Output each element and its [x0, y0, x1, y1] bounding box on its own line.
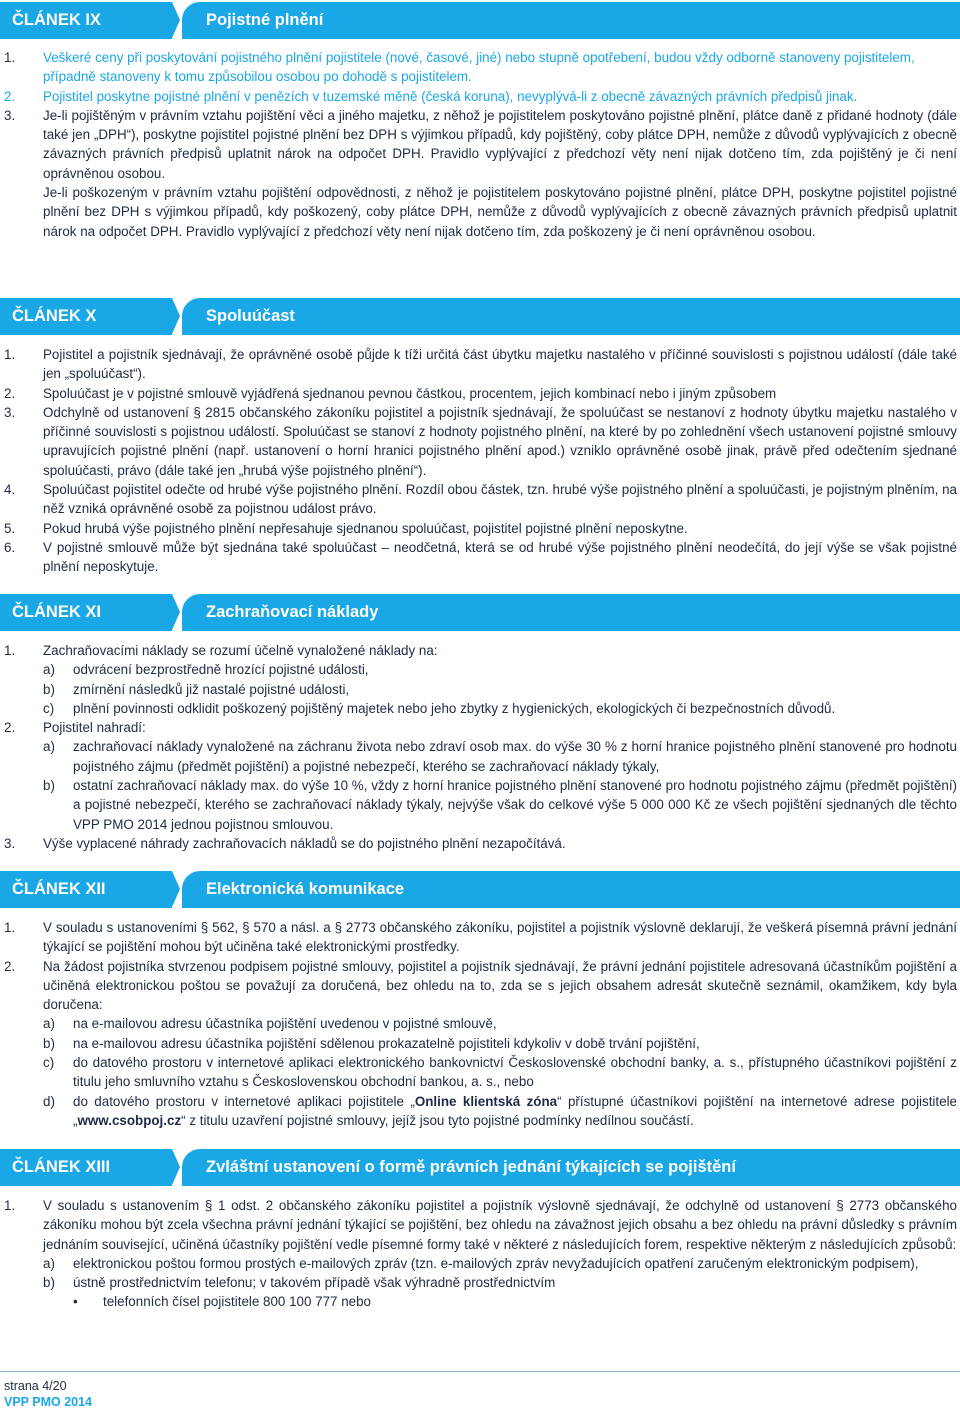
list-item — [0, 48, 960, 87]
item-number: 2. — [4, 88, 16, 104]
section-label: ČLÁNEK IX — [0, 2, 172, 39]
sub-item-text: na e-mailovou adresu účastníka pojištění sdělenou prokazatelně pojistiteli kdykoliv v době trvání pojištění, — [73, 1035, 700, 1051]
item-number: 1. — [4, 50, 16, 65]
list-item — [0, 538, 960, 577]
item-number: 3. — [4, 835, 16, 851]
item-text: Spoluúčast pojistitel odečte od hrubé výše pojistného plnění. Rozdíl obou částek, tzn. hrubé výše pojistného plnění a spoluúčasti, je pojistným plněním, na něž vzniká oprávněné osobě za pojistnou událost právo. — [43, 482, 957, 517]
section-label: ČLÁNEK XII — [0, 871, 172, 908]
sub-item-text: zachraňovací náklady vynaložené na záchranu života nebo zdraví osob max. do výše 30 % z horní hranice pojistného plnění stanovené pro hodnotu pojistného zájmu (předmět pojištění) a pojistné nebezpečí, kterého se zachraňovací náklady týkaly, — [73, 739, 957, 774]
section-header-ix — [0, 2, 960, 39]
sub-item-letter: b) — [43, 1275, 55, 1291]
item-text: Pojistitel a pojistník sjednávají, že oprávněné osobě půjde k tíži určitá část úbytku majetku nastalého v příčinné souvislosti s pojistnou událostí (dále také jen „spoluúčast“). — [43, 347, 957, 382]
item-text: Je-li pojištěným v právním vztahu pojištění věci a jiného majetku, z něhož je pojistitelem poskytováno pojistné plnění, plátce daně z přidané hodnoty (dále také jen „DPH“), poskytne pojistitel pojistné plnění bez DPH s výjimkou případů, kdy pojištěný, coby plátce DPH, nemůže z důvodů vyplývajících z obecně závazných právních předpisů uplatnit nárok na odpočet DPH. Pravidlo vyplývající z předchozí věty není nijak dotčeno tím, zda pojištěný je či není oprávněnou osobou. — [43, 107, 957, 181]
section-body-ix — [0, 48, 960, 241]
list-item — [0, 384, 960, 403]
sub-item-letter: c) — [43, 700, 55, 716]
item-number: 6. — [4, 539, 16, 555]
section-body-xiii — [0, 1196, 960, 1312]
sub-item — [0, 776, 960, 834]
item-text: V pojistné smlouvě může být sjednána také spoluúčast – neodčetná, která se od hrubé výše pojistného plnění neodečítá, do její výše se však pojistné plnění neposkytuje. — [43, 539, 957, 575]
list-item — [0, 918, 960, 957]
section-header-x — [0, 298, 960, 335]
header-separator — [172, 298, 180, 334]
item-number: 5. — [4, 520, 16, 536]
header-separator — [172, 594, 180, 630]
footer-divider — [0, 1371, 960, 1372]
sub-item-letter: a) — [43, 1016, 55, 1032]
section-label: ČLÁNEK XI — [0, 594, 172, 631]
sub-item — [0, 660, 960, 679]
page-number: strana 4/20 — [4, 1379, 67, 1393]
website-link[interactable]: www.csobpoj.cz — [77, 1112, 182, 1128]
item-text: Výše vyplacené náhrady zachraňovacích nákladů se do pojistného plnění nezapočítává. — [43, 835, 566, 851]
section-title: Elektronická komunikace — [182, 871, 960, 908]
section-title: Spoluúčast — [182, 298, 960, 335]
item-text: Spoluúčast je v pojistné smlouvě vyjádřená sjednanou pevnou částkou, procentem, jejich kombinací nebo i jiným způsobem — [43, 385, 777, 401]
sub-item-text: ústně prostřednictvím telefonu; v takovém případě však výhradně prostřednictvím — [73, 1275, 556, 1291]
section-header-xii — [0, 871, 960, 908]
sub-item-letter: a) — [43, 662, 55, 678]
list-item — [0, 106, 960, 183]
sub-item-text: odvrácení bezprostředně hrozící pojistné události, — [73, 662, 369, 678]
sub-item-letter: d) — [43, 1093, 55, 1109]
section-title: Pojistné plnění — [182, 2, 960, 39]
section-label: ČLÁNEK X — [0, 298, 172, 335]
header-separator — [172, 871, 180, 907]
sub-item-letter: c) — [43, 1055, 55, 1071]
item-number: 1. — [4, 643, 16, 658]
item-text: Pojistitel poskytne pojistné plnění v penězích v tuzemské měně (česká koruna), nevyplývá-li z obecně závazných právních předpisů jinak. — [43, 88, 858, 104]
list-item — [0, 87, 960, 106]
header-separator — [172, 2, 180, 38]
section-header-xi — [0, 594, 960, 631]
sub-item-letter: b) — [43, 1035, 55, 1051]
item-text: Veškeré ceny při poskytování pojistného plnění pojistitele (nové, časové, jiné) nebo stupně opotřebení, budou vždy odborně stanoveny pojistitelem, případně stanoveny k tomu způsobilou osobou po dohodě s pojistitelem. — [43, 50, 915, 85]
list-item — [0, 345, 960, 384]
program-name: VPP PMO 2014 — [4, 1395, 93, 1409]
sub-item — [0, 1053, 960, 1092]
sub-item — [0, 737, 960, 776]
sub-item-text: na e-mailovou adresu účastníka pojištění uvedenou v pojistné smlouvě, — [73, 1016, 497, 1032]
item-number: 1. — [4, 1198, 16, 1213]
sub-item — [0, 680, 960, 699]
list-item — [0, 957, 960, 1015]
bullet-icon: • — [73, 1294, 78, 1310]
item-text: Na žádost pojistníka stvrzenou podpisem pojistné smlouvy, pojistitel a pojistník sjednávají, že právní jednání pojistitele adresovaná účastníkům pojištění a učiněná elektronickou poštou se považují za doručená, bez ohledu na to, zda se s jejich obsahem adresát skutečně seznámil, okamžikem, kdy byla doručena: — [43, 958, 957, 1013]
sub-item-letter: a) — [43, 1255, 55, 1271]
header-separator — [172, 1149, 180, 1185]
item-text: Zachraňovacími náklady se rozumí účelně vynaložené náklady na: — [43, 643, 438, 658]
bullet-text: telefonních čísel pojistitele 800 100 777 nebo — [103, 1294, 372, 1310]
item-text: Pojistitel nahradí: — [43, 720, 146, 736]
section-body-x — [0, 345, 960, 577]
item-number: 2. — [4, 720, 16, 736]
item-number: 3. — [4, 404, 16, 420]
sub-item-letter: b) — [43, 778, 55, 794]
sub-item — [0, 1014, 960, 1033]
sub-item-text: plnění povinnosti odklidit poškozený pojištěný majetek nebo jeho zbytky z hygienických, ekologických či bezpečnostních důvodů. — [73, 700, 836, 716]
section-header-xiii — [0, 1149, 960, 1186]
section-body-xi — [0, 641, 960, 853]
sub-item-text-c: “ z titulu uzavření pojistné smlouvy, jejíž jsou tyto pojistné podmínky nedílnou součástí. — [181, 1112, 694, 1128]
list-item — [0, 480, 960, 519]
sub-item-letter: a) — [43, 739, 55, 755]
sub-item — [0, 699, 960, 718]
section-title: Zvláštní ustanovení o formě právních jednání týkajících se pojištění — [182, 1149, 960, 1186]
list-item — [0, 718, 960, 737]
sub-item — [0, 1273, 960, 1292]
list-item — [0, 1196, 960, 1254]
sub-item-text: zmírnění následků již nastalé pojistné události, — [73, 681, 350, 697]
item-text: Odchylně od ustanovení § 2815 občanského zákoníku pojistitel a pojistník sjednávají, že spoluúčast se nestanoví z hodnoty úbytku majetku nastalého v příčinné souvislosti s pojistnou událostí. Spoluúčast se stanoví z hodnoty pojistného plnění, na které by po zohlednění všech ustanovení pojistné smlouvy upravujících pojistné plnění (např. ustanovení o horní hranici pojistného plnění apod.) vzniklo oprávněné osobě jinak, právě před odečtením sjednané spoluúčasti, právo (dále také jen „hrubá výše pojistného plnění“). — [43, 404, 957, 478]
sub-item — [0, 1034, 960, 1053]
list-item — [0, 834, 960, 853]
section-title: Zachraňovací náklady — [182, 594, 960, 631]
bullet-item — [0, 1292, 960, 1311]
sub-item-letter: b) — [43, 681, 55, 697]
list-item — [0, 403, 960, 480]
item-text: V souladu s ustanoveními § 562, § 570 a násl. a § 2773 občanského zákoníku, pojistitel a pojistník výslovně deklarují, že veškerá písemná právní jednání týkající se pojištění mohou být učiněna také elektronickými prostředky. — [43, 920, 957, 955]
sub-item-text: ostatní zachraňovací náklady max. do výše 10 %, vždy z horní hranice pojistného plnění stanovené pro hodnotu pojistného zájmu (předmět pojištění) a pojistné nebezpečí, kterého se zachraňovací náklady týkaly, nejvýše však do celkové výše 5 000 000 Kč ze všech pojištění sjednaných dle těchto VPP PMO 2014 jednou pojistnou smlouvou. — [73, 778, 957, 832]
sub-item — [0, 1254, 960, 1273]
item-continuation: Je-li poškozeným v právním vztahu pojištění odpovědnosti, z něhož je pojistitelem poskytováno pojistné plnění, plátce DPH, poskytne pojistitel pojistné plnění bez DPH s výjimkou případů, kdy poškozený, coby plátce DPH, nemůže z důvodů vyplývajících z obecně závazných právních předpisů uplatnit nárok na odpočet DPH. Pravidlo vyplývající z předchozí věty není nijak dotčeno tím, zda poškozený je či není oprávněnou osobou. — [43, 185, 957, 239]
list-item — [0, 641, 960, 660]
item-text: V souladu s ustanovením § 1 odst. 2 občanského zákoníku pojistitel a pojistník výslovně sjednávají, že odchylně od ustanovení § 2773 občanského zákoníku mohou být zcela všechna právní jednání týkající se pojištění, bez ohledu na závažnost jejich obsahu a bez ohledu na právní důsledky s právním jednáním související, učiněná účastníky pojištění vedle písemné formy také v některé z následujících forem, respektive některým z následujících způsobů: — [43, 1198, 957, 1252]
section-body-xii — [0, 918, 960, 1130]
item-text: Pokud hrubá výše pojistného plnění nepřesahuje sjednanou spoluúčast, pojistitel pojistné plnění neposkytne. — [43, 520, 688, 536]
page-footer — [4, 1378, 92, 1410]
item-number: 1. — [4, 920, 16, 935]
sub-item-text: do datového prostoru v internetové aplikaci elektronického bankovnictví Československé obchodní banky, a. s., přístupného účastníkovi pojištění z titulu jeho smluvního vztahu s Československou obchodní bankou, a. s., nebo — [73, 1055, 957, 1090]
item-number: 1. — [4, 347, 16, 362]
item-number: 4. — [4, 482, 16, 498]
sub-item — [0, 1092, 960, 1131]
sub-item-text-a: do datového prostoru v internetové aplikaci pojistitele „ — [73, 1093, 415, 1109]
online-zone-name: Online klientská zóna — [414, 1093, 558, 1109]
item-number: 2. — [4, 958, 16, 974]
sub-item-text: elektronickou poštou formou prostých e-mailových zpráv (tzn. e-mailových zpráv nevyžadujících opatření zaručeným elektronickým podpisem), — [73, 1255, 919, 1271]
item-number: 2. — [4, 385, 16, 401]
sub-item-text-b: “ přístupné účastníkovi pojištění na internetové adrese pojistitele „ — [73, 1093, 957, 1128]
section-label: ČLÁNEK XIII — [0, 1149, 172, 1186]
item-number: 3. — [4, 107, 16, 123]
list-item — [0, 519, 960, 538]
